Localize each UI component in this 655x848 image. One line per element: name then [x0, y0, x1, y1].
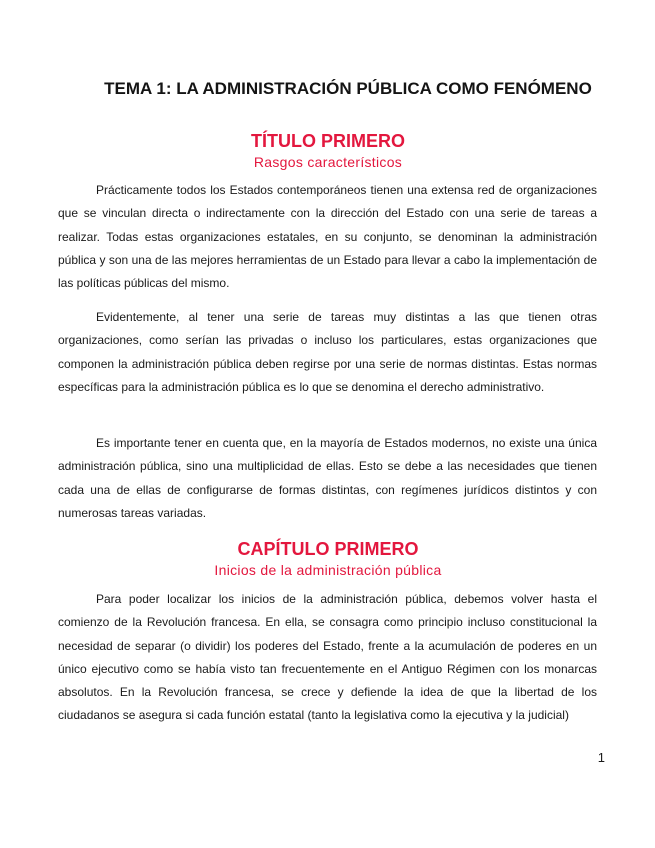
section-heading-capitulo-primero: CAPÍTULO PRIMERO — [237, 539, 419, 559]
document-title: TEMA 1: LA ADMINISTRACIÓN PÚBLICA COMO FENÓMENO — [104, 79, 592, 98]
paragraph-2: Evidentemente, al tener una serie de tareas muy distintas a las que tienen otras organizaciones, como serían las privadas o incluso los particulares, estas organizaciones que componen la administración pública deben regirse por una serie de normas distintas. Estas normas específicas para la administración pública es lo que se denomina el derecho administrativo. — [58, 310, 597, 394]
section-heading-titulo-primero: TÍTULO PRIMERO — [251, 131, 405, 151]
paragraph-1: Prácticamente todos los Estados contemporáneos tienen una extensa red de organizaciones que se vinculan directa o indirectamente con la dirección del Estado con una serie de tareas a realizar. Todas estas organizaciones estatales, en su conjunto, se denominan la administración pública y son una de las mejores herramientas de un Estado para llevar a cabo la implementación de las políticas públicas del mismo. — [58, 183, 597, 291]
section-subheading-inicios: Inicios de la administración pública — [214, 562, 442, 578]
page-number: 1 — [597, 750, 605, 765]
paragraph-4: Para poder localizar los inicios de la administración pública, debemos volver hasta el comienzo de la Revolución francesa. En ella, se consagra como principio incluso constitucional la necesidad de separar (o dividir) los poderes del Estado, frente a la acumulación de poderes en un único ejecutivo como se había visto tan frecuentemente en el Antiguo Régimen con los monarcas absolutos. En la Revolución francesa, se crece y defiende la idea de que la libertad de los ciudadanos se asegura si cada función estatal (tanto la legislativa como la ejecutiva y la judicial) — [58, 592, 597, 723]
paragraph-3: Es importante tener en cuenta que, en la mayoría de Estados modernos, no existe una única administración pública, sino una multiplicidad de ellas. Esto se debe a las necesidades que tienen cada una de ellas de configurarse de formas distintas, con regímenes jurídicos distintos y con numerosas tareas variadas. — [58, 436, 597, 520]
section-subheading-rasgos: Rasgos característicos — [253, 154, 403, 170]
